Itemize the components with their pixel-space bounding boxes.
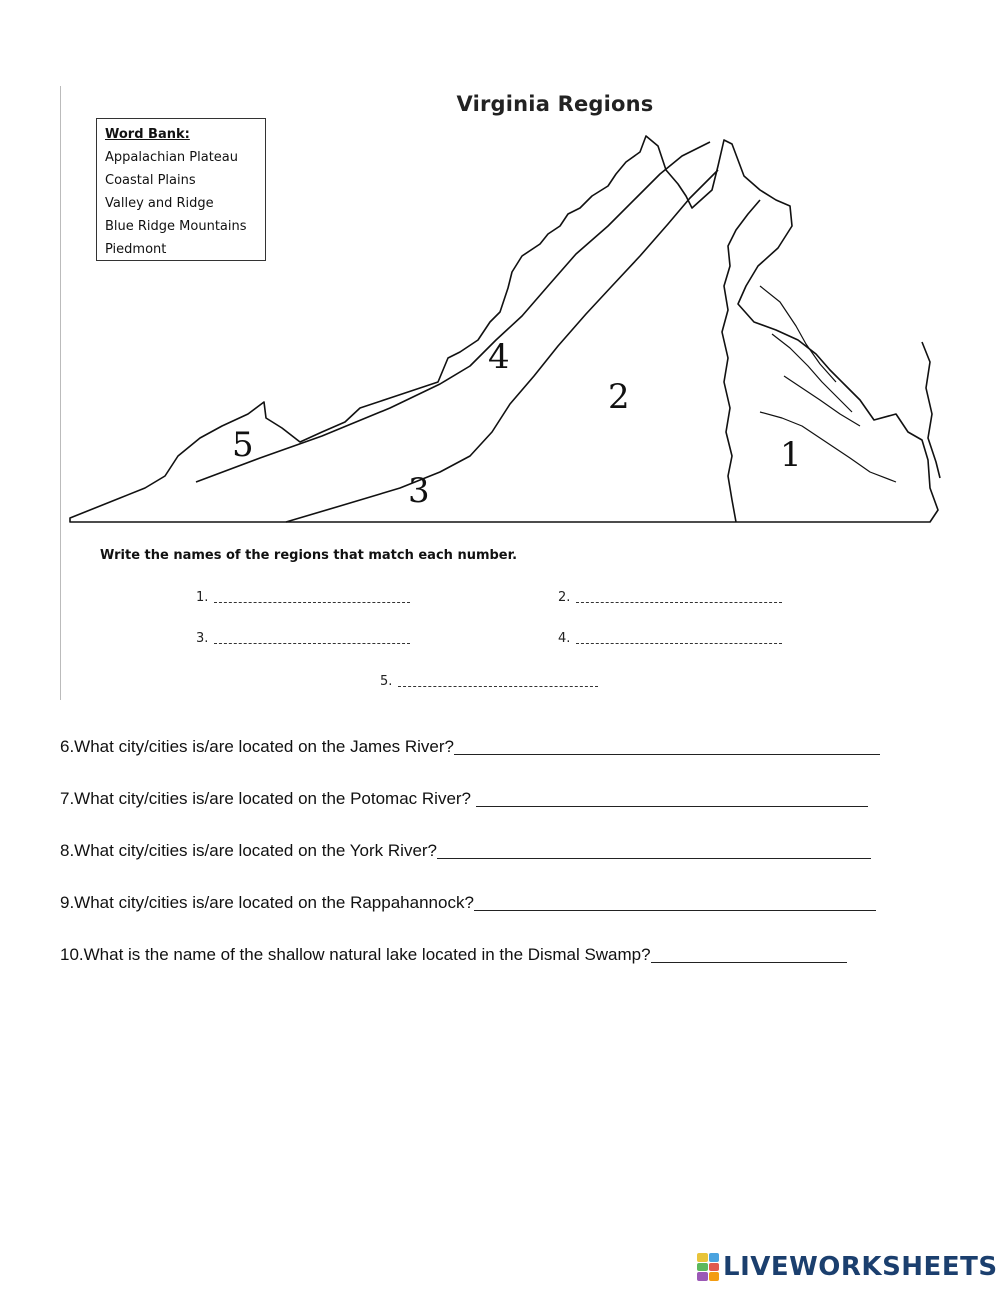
virginia-regions-worksheet-image [60, 86, 942, 700]
map-title: Virginia Regions [456, 92, 654, 116]
region-answer-2 [558, 590, 782, 605]
rappahannock-river [772, 334, 852, 412]
fall-line [722, 200, 760, 522]
word-bank-item: Piedmont [105, 242, 167, 257]
question-text: 8.What city/cities is/are located on the York River? [60, 841, 438, 860]
question-7 [60, 789, 868, 809]
question-6 [60, 737, 880, 757]
logo-text: LIVEWORKSHEETS [723, 1252, 998, 1282]
question-text: 10.What is the name of the shallow natural lake located in the Dismal Swamp? [60, 945, 651, 964]
potomac-estuary [760, 286, 836, 382]
answer-blank[interactable] [398, 674, 598, 687]
eastern-shore [922, 342, 940, 478]
answer-number: 5. [380, 674, 393, 689]
answer-blank[interactable] [214, 590, 410, 603]
region-label-5: 5 [232, 425, 254, 465]
region-label-3: 3 [408, 471, 430, 511]
answer-line[interactable] [474, 894, 876, 911]
question-8 [60, 841, 871, 861]
word-bank-item: Blue Ridge Mountains [105, 219, 247, 234]
word-bank-item: Coastal Plains [105, 173, 196, 188]
question-text: 6.What city/cities is/are located on the James River? [60, 737, 454, 756]
answer-line[interactable] [437, 842, 871, 859]
region-answer-5 [380, 674, 598, 689]
question-text: 9.What city/cities is/are located on the Rappahannock? [60, 893, 474, 912]
question-10 [60, 945, 847, 965]
question-text: 7.What city/cities is/are located on the Potomac River? [60, 789, 472, 808]
answer-number: 4. [558, 631, 571, 646]
blue-ridge-west-edge [196, 142, 710, 482]
region-label-4: 4 [488, 337, 510, 377]
virginia-outline-map [60, 126, 942, 546]
region-answer-3 [196, 631, 410, 646]
answer-line[interactable] [476, 790, 868, 807]
answer-line[interactable] [454, 738, 880, 755]
word-bank-item: Appalachian Plateau [105, 150, 238, 165]
answer-blank[interactable] [576, 590, 782, 603]
answer-blank[interactable] [214, 631, 410, 644]
region-label-2: 2 [608, 377, 630, 417]
answer-number: 1. [196, 590, 209, 605]
region-label-1: 1 [780, 435, 802, 475]
york-river [784, 376, 860, 426]
region-answer-4 [558, 631, 782, 646]
region-answer-1 [196, 590, 410, 605]
liveworksheets-logo [697, 1252, 998, 1282]
answer-number: 2. [558, 590, 571, 605]
answer-blank[interactable] [576, 631, 782, 644]
question-9 [60, 893, 876, 913]
state-outline [70, 136, 938, 522]
liveworksheets-logo-icon [697, 1253, 719, 1281]
answer-line[interactable] [651, 946, 847, 963]
answer-number: 3. [196, 631, 209, 646]
word-bank-title: Word Bank: [105, 127, 190, 142]
map-instructions: Write the names of the regions that match each number. [100, 548, 518, 563]
word-bank-item: Valley and Ridge [105, 196, 214, 211]
